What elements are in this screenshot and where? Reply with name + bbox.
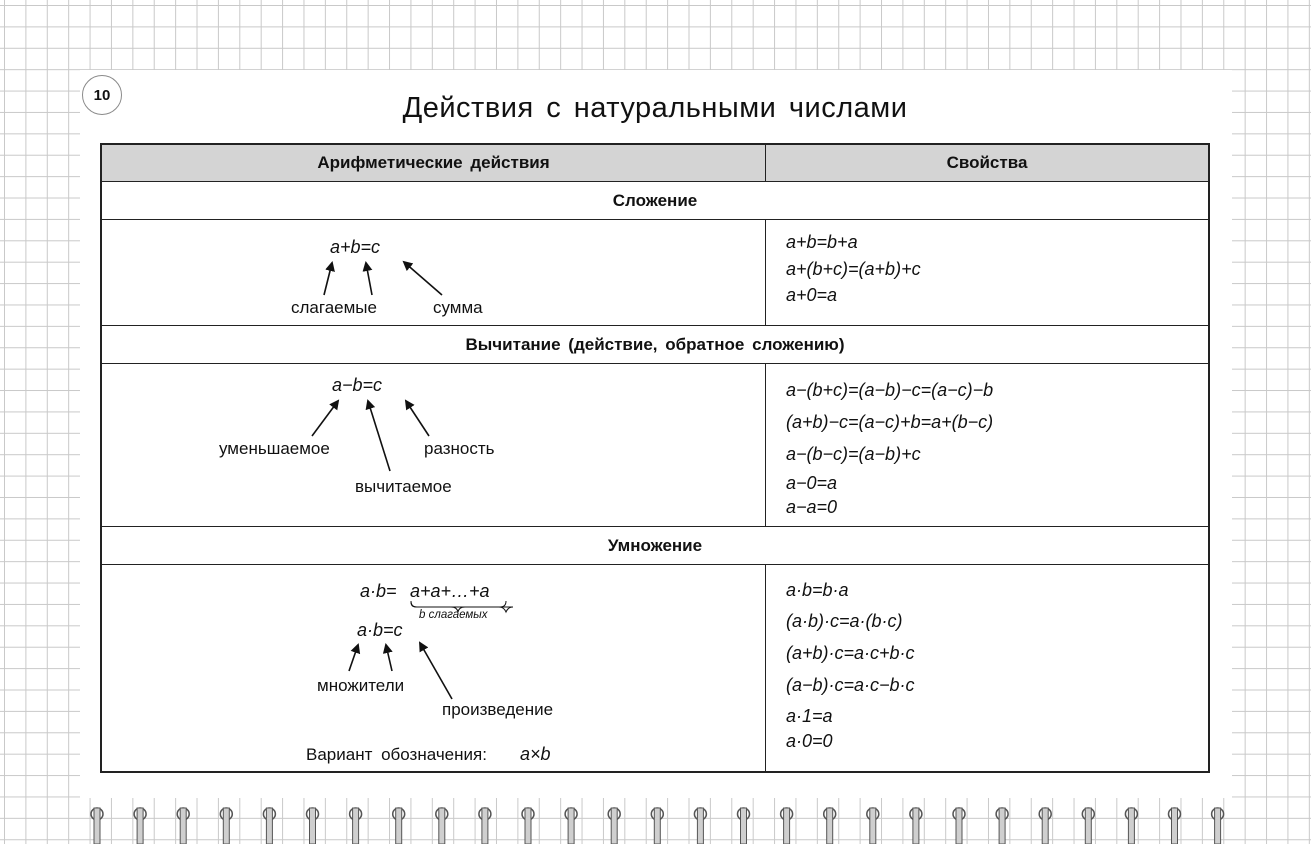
subtraction-diagram xyxy=(102,364,766,526)
binding-ring-icon xyxy=(996,808,1008,844)
subtraction-formula: a−b=c xyxy=(332,375,383,395)
label-minuend: уменьшаемое xyxy=(219,439,330,458)
binding-ring-icon xyxy=(781,808,793,844)
row-subtraction xyxy=(102,364,1208,527)
section-addition: Сложение xyxy=(102,182,1208,220)
section-multiplication: Умножение xyxy=(102,527,1208,565)
section-subtraction: Вычитание (действие, обратное сложению) xyxy=(102,326,1208,364)
binding-ring-icon xyxy=(608,808,620,844)
multiplication-properties xyxy=(766,565,1208,771)
label-factors: множители xyxy=(317,676,405,695)
binding-ring-icon xyxy=(565,808,577,844)
operations-table xyxy=(100,143,1210,773)
binding-ring-icon xyxy=(738,808,750,844)
variant-formula: a×b xyxy=(520,744,551,764)
addition-diagram xyxy=(102,220,766,325)
label-difference: разность xyxy=(424,439,495,458)
multiplication-property: (a+b)·c=a·c+b·c xyxy=(786,643,915,663)
binding-ring-icon xyxy=(1169,808,1181,844)
subtraction-property: a−(b+c)=(a−b)−c=(a−c)−b xyxy=(786,380,994,400)
subtraction-property: a−0=a xyxy=(786,473,838,493)
binding-ring-icon xyxy=(436,808,448,844)
binding-ring-icon xyxy=(393,808,405,844)
multiplication-formula: a·b=c xyxy=(357,620,403,640)
label-product: произведение xyxy=(442,700,554,719)
variant-label: Вариант обозначения: xyxy=(306,745,487,764)
binding-ring-icon xyxy=(867,808,879,844)
header-actions: Арифметические действия xyxy=(102,145,766,182)
brace-note: b слагаемых xyxy=(419,609,488,621)
binding-ring-icon xyxy=(220,808,232,844)
multiplication-sum-left: a·b= xyxy=(360,581,397,601)
addition-property: a+(b+c)=(a+b)+c xyxy=(786,259,921,279)
binding-ring-icon xyxy=(1125,808,1137,844)
row-multiplication xyxy=(102,565,1208,771)
multiplication-sum-right: a+a+…+a xyxy=(410,581,490,601)
binding-ring-icon xyxy=(910,808,922,844)
binding-ring-icon xyxy=(1039,808,1051,844)
multiplication-property: a·0=0 xyxy=(786,731,833,751)
binding-ring-icon xyxy=(522,808,534,844)
header-properties: Свойства xyxy=(766,145,1208,182)
binding-ring-icon xyxy=(824,808,836,844)
binding-ring-icon xyxy=(651,808,663,844)
page-title: Действия с натуральными числами xyxy=(402,92,908,124)
spiral-binding xyxy=(0,800,1311,844)
subtraction-property: a−a=0 xyxy=(786,497,838,517)
multiplication-arrows xyxy=(102,565,766,771)
subtraction-properties xyxy=(766,364,1208,526)
page-number: 10 xyxy=(82,75,122,115)
label-sum: сумма xyxy=(433,298,483,317)
multiplication-property: a·b=b·a xyxy=(786,580,849,600)
addition-property: a+b=b+a xyxy=(786,232,858,252)
multiplication-property: (a−b)·c=a·c−b·c xyxy=(786,675,915,695)
subtraction-property: a−(b−c)=(a−b)+c xyxy=(786,444,921,464)
row-addition xyxy=(102,220,1208,326)
binding-ring-icon xyxy=(953,808,965,844)
addition-formula: a+b=c xyxy=(330,237,381,257)
label-addends: слагаемые xyxy=(291,298,377,317)
addition-properties xyxy=(766,220,1208,325)
binding-ring-icon xyxy=(1212,808,1224,844)
addition-property: a+0=a xyxy=(786,285,838,305)
binding-ring-icon xyxy=(307,808,319,844)
subtraction-property: (a+b)−c=(a−c)+b=a+(b−c) xyxy=(786,412,994,432)
binding-ring-icon xyxy=(91,808,103,844)
multiplication-property: (a·b)·c=a·(b·c) xyxy=(786,611,903,631)
binding-ring-icon xyxy=(694,808,706,844)
binding-ring-icon xyxy=(1082,808,1094,844)
multiplication-property: a·1=a xyxy=(786,706,833,726)
binding-ring-icon xyxy=(263,808,275,844)
binding-ring-icon xyxy=(134,808,146,844)
label-subtrahend: вычитаемое xyxy=(355,477,452,496)
binding-ring-icon xyxy=(479,808,491,844)
multiplication-diagram xyxy=(102,565,766,771)
binding-ring-icon xyxy=(350,808,362,844)
binding-ring-icon xyxy=(177,808,189,844)
